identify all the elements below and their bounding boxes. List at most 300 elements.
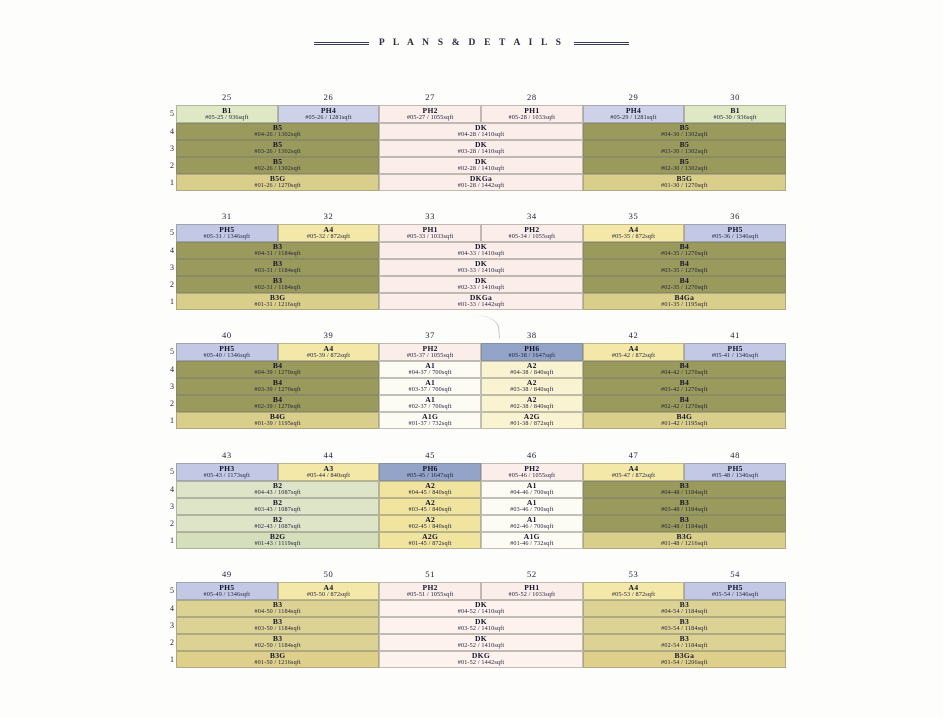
unit-area-label: #05-28 / 1033sqft — [508, 113, 556, 121]
unit-cell[interactable] — [583, 634, 786, 651]
storey-label: 4 — [170, 126, 174, 136]
unit-type-label: A2 — [526, 361, 537, 371]
unit-type-label: B4 — [679, 276, 690, 286]
unit-area-label: #04-28 / 1410sqft — [457, 131, 505, 139]
unit-area-label: #05-42 / 872sqft — [611, 351, 656, 359]
unit-type-label: A4 — [323, 224, 334, 234]
unit-area-label: #04-54 / 1184sqft — [661, 608, 708, 616]
unit-area-label: #04-31 / 1184sqft — [254, 250, 301, 258]
column-number: 48 — [730, 450, 740, 460]
unit-cell[interactable] — [176, 412, 379, 429]
column-number-row — [176, 211, 786, 224]
unit-area-label: #04-48 / 1184sqft — [661, 489, 708, 497]
unit-cell[interactable] — [684, 224, 786, 242]
unit-cell[interactable] — [176, 224, 278, 242]
unit-type-label: B5 — [272, 157, 283, 167]
unit-area-label: #05-39 / 872sqft — [306, 351, 351, 359]
unit-type-label: PH5 — [727, 224, 743, 234]
unit-area-label: #01-39 / 1195sqft — [254, 420, 301, 428]
unit-area-label: #05-44 / 840sqft — [306, 471, 351, 479]
unit-area-label: #01-28 / 1442sqft — [457, 182, 505, 190]
unit-area-label: #05-46 / 1055sqft — [508, 471, 556, 479]
unit-type-label: PH5 — [727, 582, 743, 592]
unit-cell[interactable] — [583, 140, 786, 157]
unit-type-label: B2 — [272, 481, 283, 491]
unit-type-label: PH5 — [727, 343, 743, 353]
unit-type-label: B3 — [272, 242, 283, 252]
unit-type-label: B1 — [222, 105, 232, 115]
unit-area-label: #04-30 / 1302sqft — [661, 131, 708, 139]
unit-cell[interactable] — [583, 293, 786, 310]
unit-type-label: PH6 — [422, 463, 438, 473]
unit-cell[interactable] — [176, 276, 379, 293]
unit-cell[interactable] — [176, 395, 379, 412]
unit-cell[interactable] — [176, 293, 379, 310]
unit-type-label: DK — [474, 634, 487, 644]
unit-cell[interactable] — [379, 498, 481, 515]
unit-area-label: #01-50 / 1216sqft — [254, 659, 301, 667]
unit-area-label: #05-30 / 936sqft — [713, 113, 757, 121]
unit-type-label: PH4 — [320, 105, 337, 115]
unit-area-label: #02-52 / 1410sqft — [457, 642, 505, 650]
storey-label: 1 — [170, 535, 174, 545]
unit-type-label: A2G — [523, 412, 540, 422]
unit-type-label: PH3 — [219, 463, 235, 473]
storey-label: 4 — [170, 603, 174, 613]
unit-area-label: #03-37 / 700sqft — [408, 386, 452, 394]
column-number: 50 — [323, 569, 334, 579]
unit-type-label: A2 — [425, 515, 436, 525]
unit-cell[interactable] — [379, 532, 481, 549]
unit-cell[interactable] — [481, 343, 583, 361]
block-25-30 — [170, 92, 786, 191]
unit-cell[interactable] — [583, 361, 786, 378]
unit-cell[interactable] — [176, 361, 379, 378]
column-number: 27 — [425, 92, 435, 102]
unit-cell[interactable] — [278, 343, 380, 361]
storey-label: 4 — [170, 364, 174, 374]
unit-cell[interactable] — [481, 582, 583, 600]
column-number: 31 — [221, 211, 232, 221]
unit-type-label: B2G — [269, 532, 286, 542]
unit-cell[interactable] — [481, 361, 583, 378]
unit-type-label: A1 — [425, 395, 436, 405]
unit-cell[interactable] — [481, 532, 583, 549]
storey-label: 1 — [170, 415, 174, 425]
unit-area-label: #04-52 / 1410sqft — [457, 608, 505, 616]
unit-cell[interactable] — [176, 343, 278, 361]
unit-cell[interactable] — [379, 617, 582, 634]
unit-type-label: B3 — [679, 634, 690, 644]
unit-type-label: B3 — [272, 600, 283, 610]
unit-area-label: #05-41 / 1346sqft — [711, 351, 759, 359]
unit-cell[interactable] — [176, 481, 379, 498]
unit-cell[interactable] — [379, 259, 582, 276]
unit-area-label: #05-54 / 1346sqft — [711, 590, 759, 598]
unit-cell[interactable] — [481, 412, 583, 429]
unit-cell[interactable] — [583, 242, 786, 259]
unit-cell[interactable] — [278, 105, 380, 123]
unit-area-label: #02-33 / 1410sqft — [457, 284, 505, 292]
unit-cell[interactable] — [583, 378, 786, 395]
unit-cell[interactable] — [583, 259, 786, 276]
block-49-54 — [170, 569, 786, 668]
unit-type-label: PH2 — [524, 463, 540, 473]
unit-cell[interactable] — [379, 123, 582, 140]
unit-area-label: #03-35 / 1270sqft — [661, 267, 708, 275]
storey-label-column — [162, 105, 174, 191]
unit-cell[interactable] — [176, 532, 379, 549]
unit-cell[interactable] — [379, 651, 582, 668]
column-number: 38 — [526, 330, 537, 340]
unit-area-label: #04-50 / 1184sqft — [254, 608, 301, 616]
page-title — [0, 38, 943, 48]
unit-type-label: B5G — [676, 174, 693, 184]
storey-label: 3 — [170, 620, 174, 630]
unit-area-label: #05-25 / 936sqft — [205, 113, 249, 121]
unit-type-label: A2G — [422, 532, 439, 542]
unit-cell[interactable] — [176, 515, 379, 532]
unit-area-label: #05-34 / 1055sqft — [508, 232, 556, 240]
unit-cell[interactable] — [379, 481, 481, 498]
unit-area-label: #03-30 / 1302sqft — [661, 148, 708, 156]
unit-area-label: #05-45 / 1647sqft — [406, 471, 454, 479]
unit-type-label: PH1 — [524, 582, 540, 592]
unit-type-label: A2 — [526, 378, 537, 388]
unit-cell[interactable] — [176, 157, 379, 174]
column-number: 42 — [628, 330, 639, 340]
block-43-48 — [170, 450, 786, 549]
unit-type-label: A1G — [422, 412, 439, 422]
unit-cell[interactable] — [481, 498, 583, 515]
column-number-row — [176, 569, 786, 582]
unit-area-label: #04-26 / 1302sqft — [254, 131, 301, 139]
unit-grid — [170, 343, 786, 429]
unit-type-label: DK — [474, 600, 487, 610]
unit-area-label: #02-43 / 1087sqft — [254, 523, 301, 531]
unit-type-label: PH2 — [422, 343, 438, 353]
unit-area-label: #05-32 / 872sqft — [306, 232, 351, 240]
unit-area-label: #01-35 / 1195sqft — [661, 301, 708, 309]
unit-type-label: A2 — [526, 395, 537, 405]
unit-area-label: #02-37 / 700sqft — [408, 403, 452, 411]
unit-area-label: #05-29 / 1281sqft — [610, 113, 657, 121]
unit-type-label: A4 — [628, 463, 639, 473]
storey-label: 5 — [170, 228, 174, 237]
unit-type-label: PH5 — [219, 582, 235, 592]
column-number: 37 — [425, 330, 435, 340]
unit-area-label: #01-26 / 1270sqft — [254, 182, 301, 190]
unit-type-label: B5 — [679, 157, 690, 167]
unit-type-label: A1 — [425, 361, 436, 371]
unit-cell[interactable] — [379, 463, 481, 481]
unit-cell[interactable] — [176, 259, 379, 276]
storey-label: 5 — [170, 586, 174, 595]
unit-cell[interactable] — [176, 242, 379, 259]
unit-area-label: #03-33 / 1410sqft — [457, 267, 505, 275]
unit-cell[interactable] — [176, 651, 379, 668]
column-number: 51 — [425, 569, 435, 579]
unit-area-label: #03-42 / 1270sqft — [661, 386, 708, 394]
unit-cell[interactable] — [379, 395, 481, 412]
unit-cell[interactable] — [481, 105, 583, 123]
unit-area-label: #04-39 / 1270sqft — [254, 369, 301, 377]
unit-cell[interactable] — [379, 157, 582, 174]
unit-type-label: PH1 — [422, 224, 438, 234]
unit-cell[interactable] — [684, 582, 786, 600]
unit-area-label: #03-45 / 840sqft — [408, 506, 452, 514]
unit-cell[interactable] — [379, 105, 481, 123]
unit-cell[interactable] — [176, 123, 379, 140]
unit-type-label: B3 — [272, 617, 283, 627]
unit-type-label: PH1 — [524, 105, 540, 115]
storey-label: 2 — [170, 518, 174, 528]
unit-area-label: #02-38 / 840sqft — [510, 403, 554, 411]
unit-area-label: #05-50 / 872sqft — [306, 590, 351, 598]
unit-cell[interactable] — [481, 224, 583, 242]
column-number-row — [176, 92, 786, 105]
unit-cell[interactable] — [684, 343, 786, 361]
unit-cell[interactable] — [583, 582, 685, 600]
unit-cell[interactable] — [481, 515, 583, 532]
unit-area-label: #01-45 / 872sqft — [408, 540, 452, 548]
unit-cell[interactable] — [583, 651, 786, 668]
unit-cell[interactable] — [176, 463, 278, 481]
column-number: 34 — [526, 211, 537, 221]
column-number: 45 — [425, 450, 435, 460]
column-number: 35 — [628, 211, 639, 221]
unit-type-label: A1 — [526, 481, 537, 491]
unit-area-label: #02-45 / 840sqft — [408, 523, 452, 531]
unit-type-label: DK — [474, 242, 487, 252]
unit-type-label: DK — [474, 259, 487, 269]
unit-type-label: PH6 — [524, 343, 540, 353]
column-number: 32 — [323, 211, 334, 221]
unit-area-label: #05-35 / 872sqft — [611, 232, 656, 240]
storey-label: 2 — [170, 398, 174, 408]
unit-cell[interactable] — [481, 481, 583, 498]
unit-cell[interactable] — [379, 582, 481, 600]
unit-cell[interactable] — [583, 276, 786, 293]
unit-type-label: B3 — [272, 634, 283, 644]
unit-cell[interactable] — [278, 463, 380, 481]
unit-type-label: B3G — [676, 532, 693, 542]
column-number: 36 — [730, 211, 740, 221]
unit-cell[interactable] — [583, 157, 786, 174]
unit-area-label: #04-43 / 1087sqft — [254, 489, 301, 497]
unit-cell[interactable] — [176, 600, 379, 617]
unit-cell[interactable] — [176, 617, 379, 634]
storey-label: 3 — [170, 381, 174, 391]
storey-label: 3 — [170, 262, 174, 272]
unit-cell[interactable] — [684, 463, 786, 481]
unit-cell[interactable] — [583, 515, 786, 532]
unit-cell[interactable] — [583, 123, 786, 140]
unit-cell[interactable] — [583, 224, 685, 242]
unit-cell[interactable] — [379, 378, 481, 395]
unit-type-label: PH2 — [422, 105, 438, 115]
unit-area-label: #02-42 / 1270sqft — [661, 403, 708, 411]
unit-type-label: B3 — [272, 276, 283, 286]
storey-label: 3 — [170, 501, 174, 511]
unit-cell[interactable] — [176, 634, 379, 651]
unit-cell[interactable] — [583, 532, 786, 549]
unit-area-label: #04-37 / 700sqft — [408, 369, 452, 377]
unit-cell[interactable] — [583, 481, 786, 498]
storey-label: 5 — [170, 109, 174, 118]
unit-type-label: B4 — [679, 361, 690, 371]
unit-type-label: DK — [474, 276, 487, 286]
unit-cell[interactable] — [583, 412, 786, 429]
unit-cell[interactable] — [684, 105, 786, 123]
storey-label: 2 — [170, 279, 174, 289]
unit-area-label: #04-45 / 840sqft — [408, 489, 452, 497]
unit-area-label: #05-40 / 1346sqft — [203, 351, 251, 359]
unit-area-label: #05-49 / 1346sqft — [203, 590, 251, 598]
column-number: 41 — [730, 330, 740, 340]
unit-type-label: B5 — [272, 123, 283, 133]
unit-area-label: #04-33 / 1410sqft — [457, 250, 505, 258]
unit-area-label: #05-36 / 1346sqft — [711, 232, 759, 240]
column-number: 29 — [628, 92, 639, 102]
unit-type-label: DK — [474, 140, 487, 150]
unit-type-label: B4G — [676, 412, 693, 422]
column-number: 46 — [526, 450, 537, 460]
unit-type-label: B4Ga — [674, 293, 695, 303]
unit-cell[interactable] — [379, 224, 481, 242]
unit-area-label: #01-31 / 1216sqft — [254, 301, 301, 309]
unit-type-label: A4 — [323, 582, 334, 592]
unit-area-label: #01-30 / 1270sqft — [661, 182, 708, 190]
unit-type-label: B4 — [679, 395, 690, 405]
unit-area-label: #04-42 / 1270sqft — [661, 369, 708, 377]
column-number-row — [176, 450, 786, 463]
unit-cell[interactable] — [176, 378, 379, 395]
unit-cell[interactable] — [176, 105, 278, 123]
storey-label: 4 — [170, 484, 174, 494]
storey-label: 1 — [170, 177, 174, 187]
unit-area-label: #05-37 / 1055sqft — [406, 351, 454, 359]
unit-type-label: B3G — [269, 651, 286, 661]
unit-area-label: #03-46 / 700sqft — [510, 506, 554, 514]
unit-cell[interactable] — [583, 343, 685, 361]
page-title-text: P L A N S & D E T A I L S — [378, 38, 565, 48]
storey-label-column — [162, 463, 174, 549]
unit-type-label: B5 — [272, 140, 283, 150]
storey-label: 3 — [170, 143, 174, 153]
unit-area-label: #02-31 / 1184sqft — [254, 284, 301, 292]
unit-area-label: #05-27 / 1055sqft — [406, 113, 454, 121]
unit-area-label: #01-46 / 732sqft — [510, 540, 554, 548]
unit-cell[interactable] — [379, 174, 582, 191]
unit-area-label: #03-28 / 1410sqft — [457, 148, 505, 156]
unit-cell[interactable] — [278, 224, 380, 242]
unit-area-label: #05-31 / 1346sqft — [203, 232, 251, 240]
unit-cell[interactable] — [176, 498, 379, 515]
unit-cell[interactable] — [583, 174, 786, 191]
unit-cell[interactable] — [481, 395, 583, 412]
unit-cell[interactable] — [379, 412, 481, 429]
unit-area-label: #02-48 / 1184sqft — [661, 523, 708, 531]
column-number: 28 — [526, 92, 537, 102]
unit-type-label: B4 — [272, 361, 283, 371]
unit-type-label: B3 — [679, 515, 690, 525]
unit-cell[interactable] — [583, 617, 786, 634]
unit-area-label: #01-38 / 872sqft — [510, 420, 554, 428]
unit-cell[interactable] — [583, 395, 786, 412]
unit-area-label: #04-38 / 840sqft — [510, 369, 554, 377]
unit-type-label: DK — [474, 123, 487, 133]
unit-type-label: A1 — [526, 498, 537, 508]
unit-area-label: #03-54 / 1184sqft — [661, 625, 708, 633]
unit-type-label: B4 — [679, 259, 690, 269]
unit-cell[interactable] — [583, 105, 685, 123]
unit-grid — [170, 105, 786, 191]
unit-type-label: B3 — [679, 498, 690, 508]
unit-area-label: #02-39 / 1270sqft — [254, 403, 301, 411]
unit-type-label: A4 — [628, 224, 639, 234]
unit-type-label: DKG — [471, 651, 491, 661]
unit-cell[interactable] — [379, 515, 481, 532]
unit-cell[interactable] — [176, 174, 379, 191]
storey-label: 5 — [170, 347, 174, 356]
unit-cell[interactable] — [379, 276, 582, 293]
storey-label: 1 — [170, 296, 174, 306]
column-number: 26 — [323, 92, 334, 102]
unit-cell[interactable] — [379, 343, 481, 361]
unit-area-label: #05-47 / 872sqft — [611, 471, 656, 479]
unit-type-label: PH5 — [727, 463, 743, 473]
unit-cell[interactable] — [583, 600, 786, 617]
unit-cell[interactable] — [379, 600, 582, 617]
unit-cell[interactable] — [481, 378, 583, 395]
unit-cell[interactable] — [278, 582, 380, 600]
unit-type-label: PH2 — [524, 224, 540, 234]
unit-type-label: B3 — [679, 617, 690, 627]
storey-label: 5 — [170, 467, 174, 476]
unit-area-label: #05-38 / 1647sqft — [508, 351, 556, 359]
unit-area-label: #05-26 / 1281sqft — [305, 113, 352, 121]
unit-cell[interactable] — [379, 293, 582, 310]
unit-cell[interactable] — [176, 582, 278, 600]
unit-cell[interactable] — [583, 498, 786, 515]
unit-area-label: #05-48 / 1346sqft — [711, 471, 759, 479]
unit-cell[interactable] — [176, 140, 379, 157]
unit-type-label: B3 — [272, 259, 283, 269]
unit-area-label: #05-51 / 1055sqft — [406, 590, 454, 598]
unit-type-label: B2 — [272, 515, 283, 525]
unit-type-label: A2 — [425, 498, 436, 508]
unit-area-label: #02-54 / 1184sqft — [661, 642, 708, 650]
unit-cell[interactable] — [379, 361, 481, 378]
block-31-36 — [170, 211, 786, 310]
column-number: 40 — [221, 330, 232, 340]
unit-area-label: #02-46 / 700sqft — [510, 523, 554, 531]
unit-type-label: B3G — [269, 293, 286, 303]
unit-type-label: A4 — [628, 582, 639, 592]
unit-cell[interactable] — [583, 463, 685, 481]
unit-cell[interactable] — [379, 140, 582, 157]
unit-grid — [170, 463, 786, 549]
unit-cell[interactable] — [379, 242, 582, 259]
unit-type-label: B4 — [272, 378, 283, 388]
unit-cell[interactable] — [481, 463, 583, 481]
unit-type-label: PH5 — [219, 343, 235, 353]
unit-type-label: B1 — [730, 105, 740, 115]
title-rule-right — [574, 42, 629, 45]
unit-cell[interactable] — [379, 634, 582, 651]
column-number: 39 — [323, 330, 334, 340]
